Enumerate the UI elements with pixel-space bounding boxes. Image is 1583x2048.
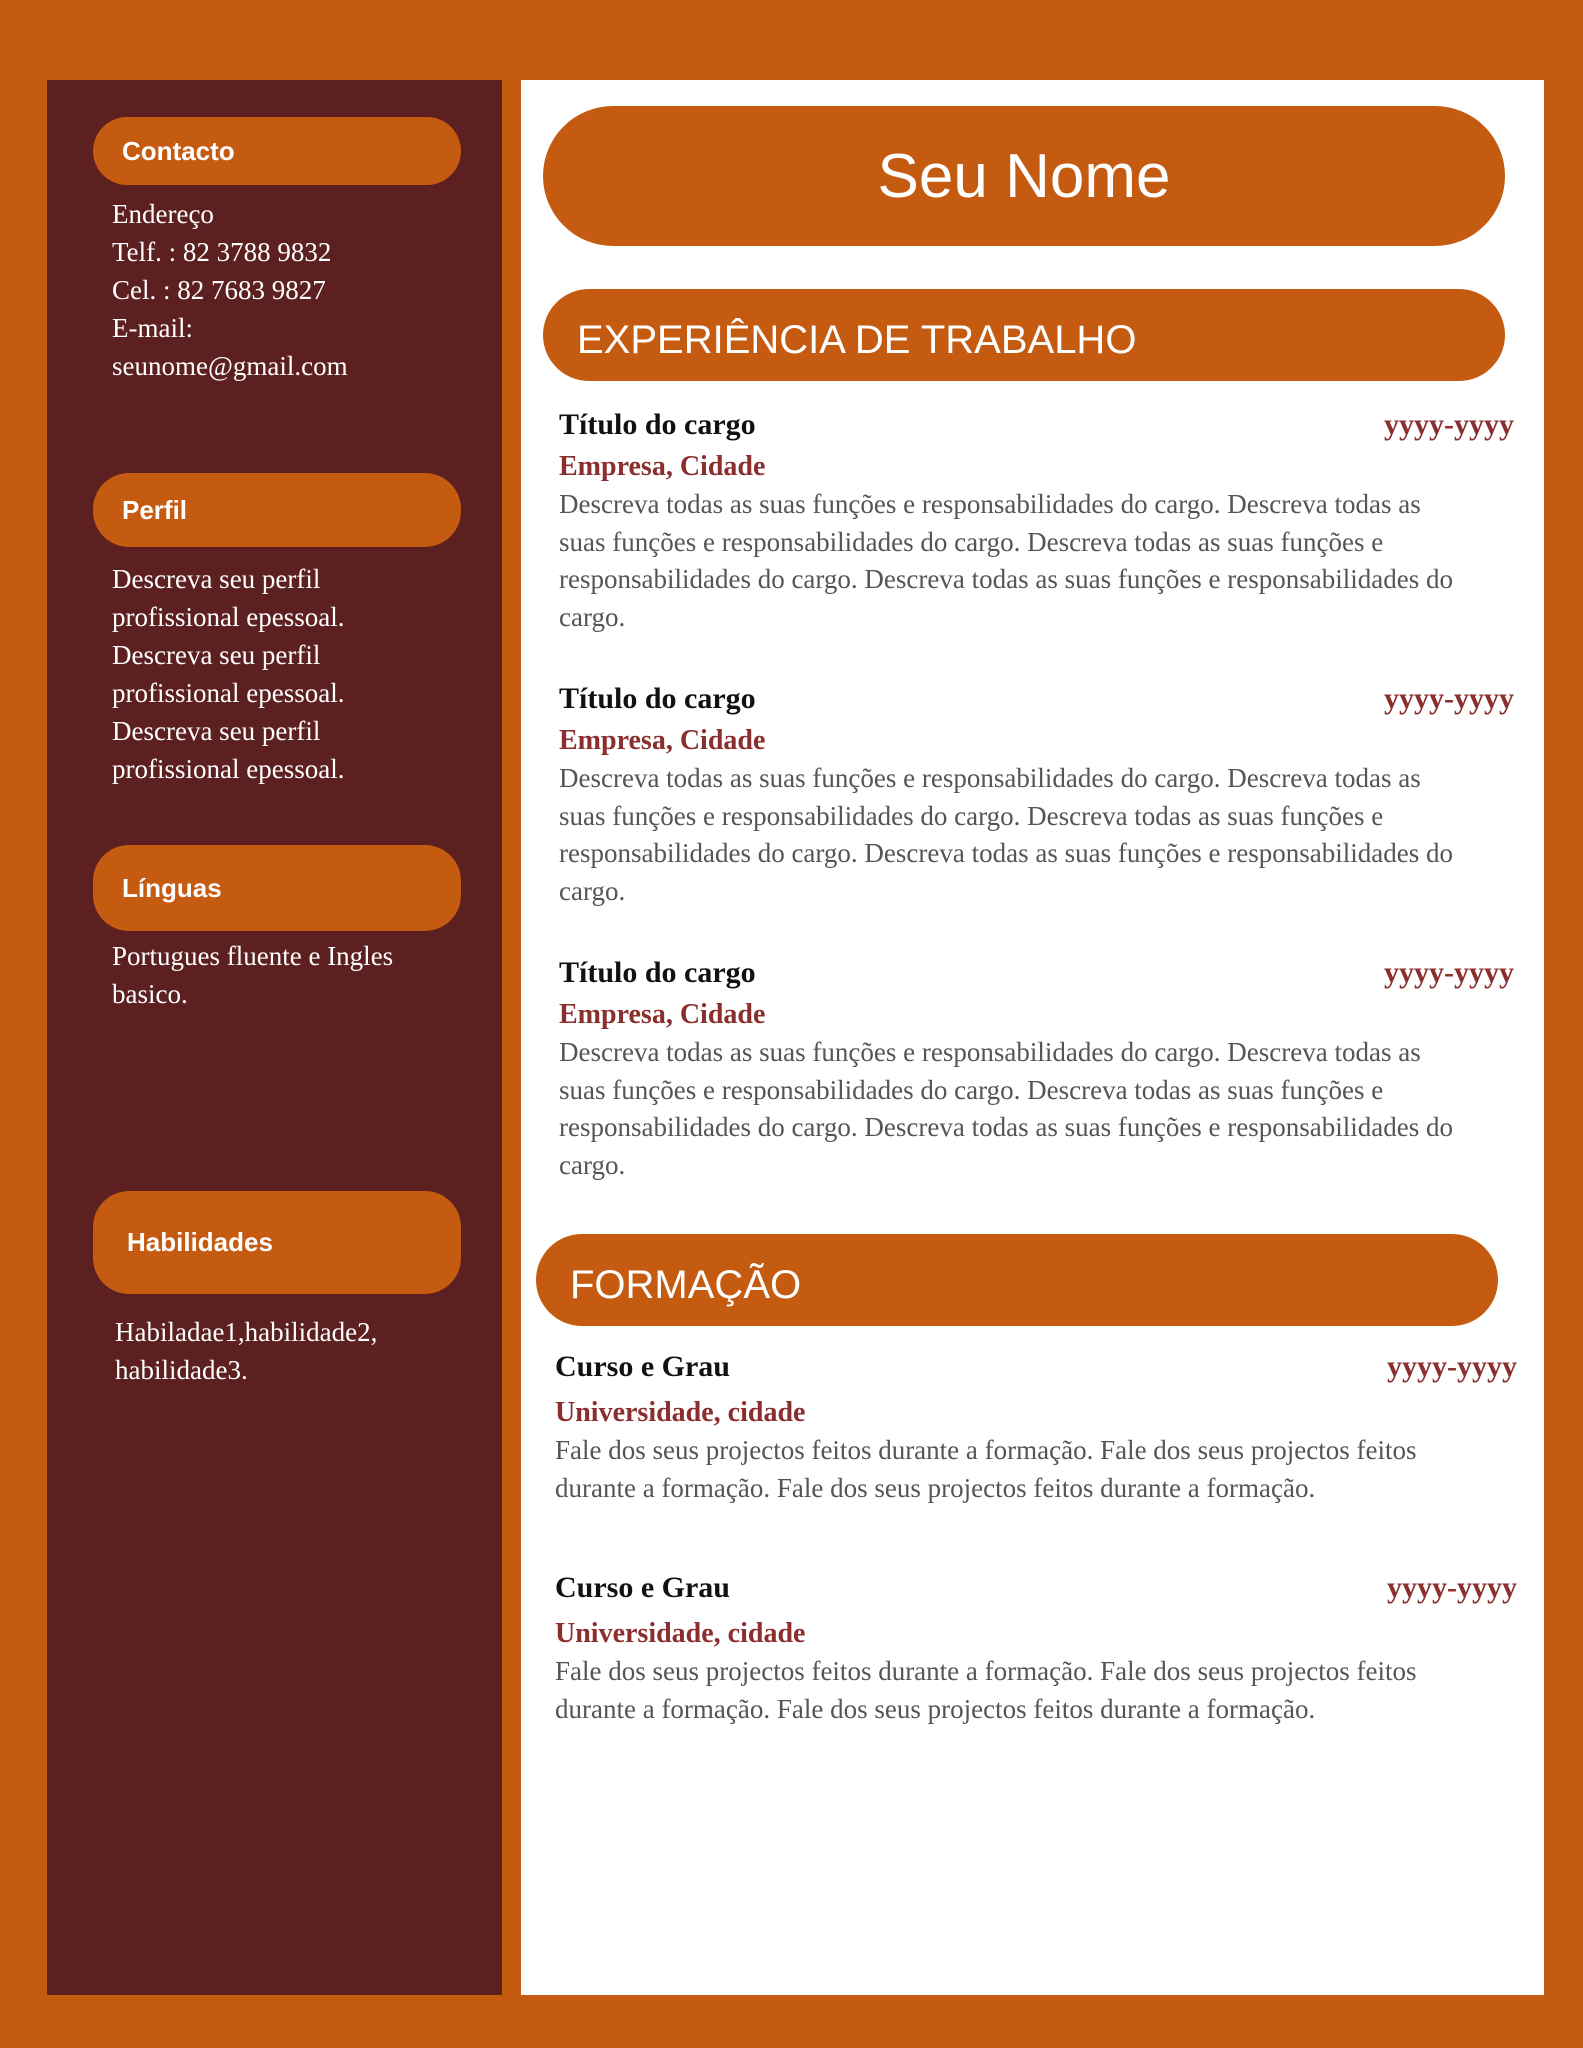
languages-text — [112, 937, 452, 1013]
job-description — [559, 760, 1514, 910]
description-line: Descreva todas as suas funções e responsabilidades do cargo. Descreva todas as — [559, 1037, 1421, 1067]
description-line: responsabilidades do cargo. Descreva todas as suas funções e responsabilidades do — [559, 838, 1453, 868]
job-title: Título do cargo — [559, 408, 756, 441]
languages-line: basico. — [112, 979, 188, 1009]
contact-line: Endereço — [112, 199, 214, 229]
profile-line: Descreva seu perfil — [112, 640, 321, 670]
company: Empresa, Cidade — [559, 999, 766, 1030]
experience-heading: EXPERIÊNCIA DE TRABALHO — [543, 289, 1505, 381]
degree-title: Curso e Grau — [555, 1350, 730, 1383]
description-line: suas funções e responsabilidades do cargo. Descreva todas as suas funções e — [559, 800, 1384, 831]
description-line: Descreva todas as suas funções e responsabilidades do cargo. Descreva todas as — [559, 763, 1421, 793]
experience-entry — [559, 682, 1514, 910]
skills-heading: Habilidades — [93, 1191, 461, 1294]
skills-text — [115, 1313, 455, 1389]
description-line: cargo. — [559, 601, 626, 632]
skills-line: Habiladae1,habilidade2, — [115, 1317, 378, 1347]
university: Universidade, cidade — [555, 1618, 806, 1649]
description-line: suas funções e responsabilidades do cargo. Descreva todas as suas funções e — [559, 1074, 1384, 1105]
profile-text — [112, 560, 452, 788]
contact-heading: Contacto — [93, 117, 461, 185]
skills-line: habilidade3. — [115, 1355, 248, 1385]
job-description — [559, 486, 1514, 636]
profile-line: profissional epessoal. — [112, 602, 345, 632]
experience-entry — [559, 408, 1514, 636]
company: Empresa, Cidade — [559, 725, 766, 756]
education-entry — [555, 1350, 1517, 1507]
main-content — [521, 80, 1544, 1995]
job-dates: yyyy-yyyy — [1384, 408, 1514, 441]
contact-line: Telf. : 82 3788 9832 — [112, 237, 332, 267]
job-title: Título do cargo — [559, 956, 756, 989]
degree-title: Curso e Grau — [555, 1571, 730, 1604]
profile-heading: Perfil — [93, 473, 461, 547]
sidebar — [47, 80, 502, 1995]
degree-description — [555, 1653, 1517, 1728]
description-line: durante a formação. Fale dos seus projectos feitos durante a formação. — [555, 1472, 1316, 1503]
job-dates: yyyy-yyyy — [1384, 956, 1514, 989]
description-line: responsabilidades do cargo. Descreva todas as suas funções e responsabilidades do — [559, 1112, 1453, 1142]
job-dates: yyyy-yyyy — [1384, 682, 1514, 715]
university: Universidade, cidade — [555, 1397, 806, 1428]
job-description — [559, 1034, 1514, 1184]
company: Empresa, Cidade — [559, 451, 766, 482]
profile-line: Descreva seu perfil — [112, 564, 321, 594]
contact-line: seunome@gmail.com — [112, 351, 348, 381]
languages-line: Portugues fluente e Ingles — [112, 941, 394, 971]
profile-line: profissional epessoal. — [112, 678, 345, 708]
education-heading: FORMAÇÃO — [536, 1234, 1498, 1326]
languages-heading: Línguas — [93, 845, 461, 931]
description-line: Descreva todas as suas funções e responsabilidades do cargo. Descreva todas as — [559, 489, 1421, 519]
description-line: Fale dos seus projectos feitos durante a formação. Fale dos seus projectos feitos — [555, 1656, 1417, 1686]
job-title: Título do cargo — [559, 682, 756, 715]
name-banner: Seu Nome — [543, 106, 1505, 246]
contact-line: E-mail: — [112, 313, 193, 343]
experience-entry — [559, 956, 1514, 1184]
contact-line: Cel. : 82 7683 9827 — [112, 275, 326, 305]
profile-line: profissional epessoal. — [112, 754, 345, 784]
degree-description — [555, 1432, 1517, 1507]
description-line: cargo. — [559, 875, 626, 906]
description-line: responsabilidades do cargo. Descreva todas as suas funções e responsabilidades do — [559, 564, 1453, 594]
profile-line: Descreva seu perfil — [112, 716, 321, 746]
degree-dates: yyyy-yyyy — [1387, 1350, 1517, 1383]
contact-details — [112, 195, 452, 385]
education-entry — [555, 1571, 1517, 1728]
description-line: suas funções e responsabilidades do cargo. Descreva todas as suas funções e — [559, 526, 1384, 557]
description-line: Fale dos seus projectos feitos durante a formação. Fale dos seus projectos feitos — [555, 1435, 1417, 1465]
description-line: cargo. — [559, 1149, 626, 1180]
degree-dates: yyyy-yyyy — [1387, 1571, 1517, 1604]
description-line: durante a formação. Fale dos seus projectos feitos durante a formação. — [555, 1693, 1316, 1724]
